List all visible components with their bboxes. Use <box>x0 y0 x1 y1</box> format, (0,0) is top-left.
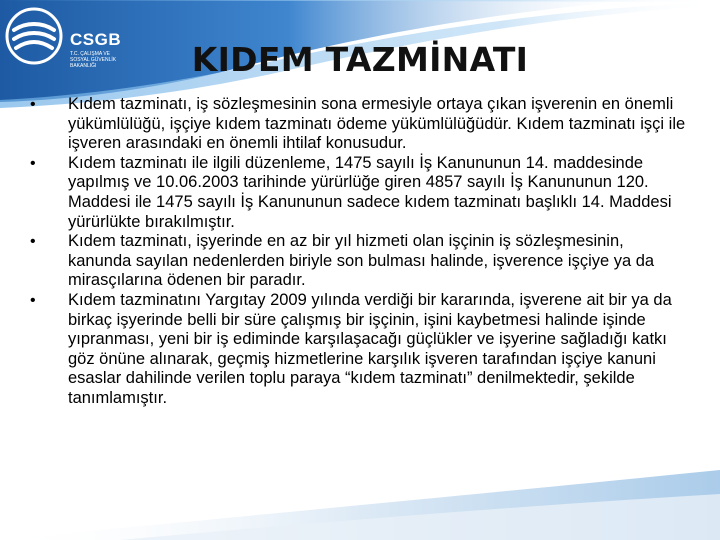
bullet-item <box>30 291 690 409</box>
bullet-marker: • <box>30 233 36 251</box>
bullet-item <box>30 95 690 154</box>
footer-swoosh <box>0 460 720 540</box>
slide-title: KIDEM TAZMİNATI <box>191 40 529 79</box>
bullet-text: Kıdem tazminatı ile ilgili düzenleme, 1475 sayılı İş Kanununun 14. maddesinde yapılmış ve 10.06.2003 tarihinde yürürlüğe giren 4857 sayılı İş Kanununun 120. Maddesi ile 1475 sayılı İş Kanununun sadece kıdem tazminatı başlıklı 14. Maddesi yürürlükte bırakılmıştır. <box>68 153 672 231</box>
bullet-marker: • <box>30 96 36 113</box>
bullet-item <box>30 232 690 291</box>
brand-subtitle-line: SOSYAL GÜVENLİK <box>70 57 117 63</box>
bullet-marker: • <box>30 291 36 309</box>
bullet-text: Kıdem tazminatını Yargıtay 2009 yılında verdiği bir kararında, işverene ait bir ya da birkaç işyerinde belli bir süre çalışmış bir işçinin, işini kaybetmesi halinde işinde yıpranması, yeni bir iş ediminde karşılaşacağı güçlükler ve işyerine sağladığı katkı göz önüne alınarak, geçmiş hizmetlerine karşılık işveren tarafından işçiye kanuni esaslar dahilinde verilen toplu paraya “kıdem tazminatı” denilmektedir, şekilde tanımlamıştır. <box>68 290 672 407</box>
bullet-text: Kıdem tazminatı, iş sözleşmesinin sona ermesiyle ortaya çıkan işverenin en önemli yükümlülüğü, işçiye kıdem tazminatı ödeme yükümlülüğüdür. Kıdem tazminatı işçi ile işveren arasındaki en önemli ihtilaf konusudur. <box>68 95 686 153</box>
brand-subtitle-line: T.C. ÇALIŞMA VE <box>70 51 111 57</box>
brand-subtitle-line: BAKANLIĞI <box>70 63 97 69</box>
brand-subtitle <box>70 51 130 69</box>
bullet-list <box>30 95 690 409</box>
brand-name: CSGB <box>70 30 122 49</box>
bullet-text: Kıdem tazminatı, işyerinde en az bir yıl hizmeti olan işçinin iş sözleşmesinin, kanunda sayılan nedenlerden biriyle son bulması halinde, işverence işçiye ya da mirasçılarına ödenen bir paradır. <box>68 232 655 290</box>
ministry-logo <box>4 6 134 78</box>
bullet-marker: • <box>30 154 36 172</box>
bullet-item <box>30 154 690 232</box>
csgb-emblem-icon <box>4 6 64 66</box>
